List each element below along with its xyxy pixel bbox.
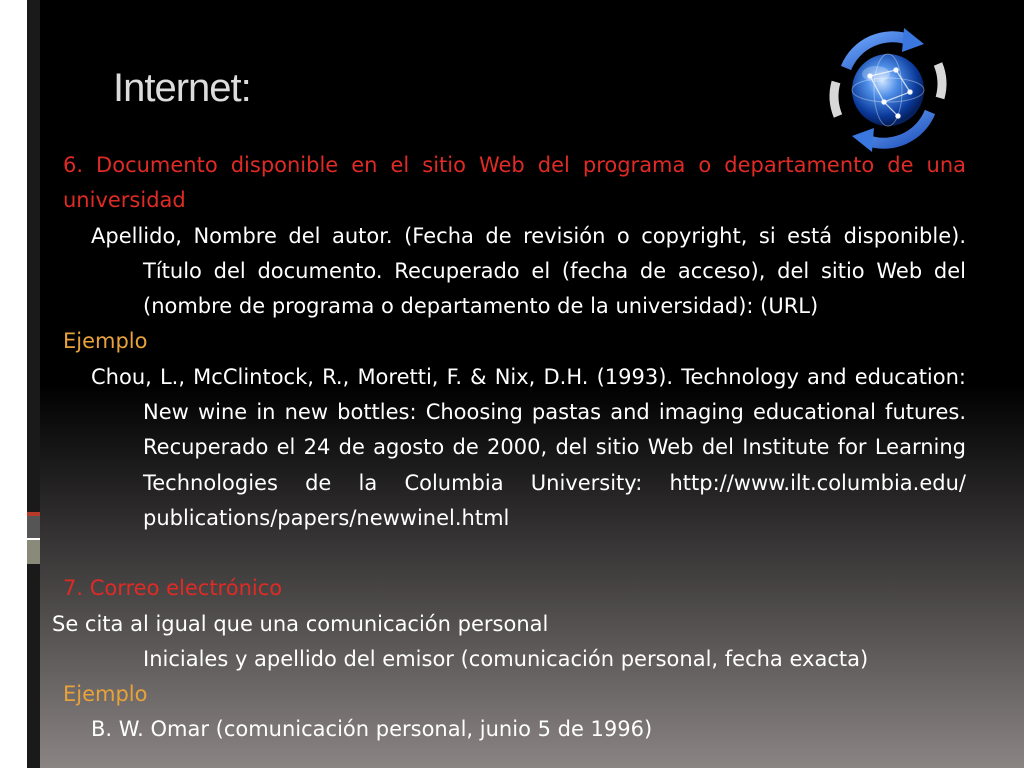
section-6-example-label: Ejemplo	[63, 329, 148, 354]
section-7-format: Iniciales y apellido del emisor (comunicación personal, fecha exacta)	[143, 646, 869, 671]
slide-content	[52, 148, 966, 748]
section-6-heading: 6. Documento disponible en el sitio Web del programa o departamento de una universidad	[63, 153, 966, 213]
slide-title: Internet:	[113, 66, 251, 110]
section-7-example: B. W. Omar (comunicación personal, junio 5 de 1996)	[91, 717, 653, 742]
section-6-format: Apellido, Nombre del autor. (Fecha de revisión o copyright, si está disponible). Título del documento. Recuperado el (fecha de acceso), del sitio Web del (nombre de programa o departamento de la universidad): (URL)	[91, 223, 966, 319]
section-7-example-label: Ejemplo	[63, 682, 148, 707]
section-6-example: Chou, L., McClintock, R., Moretti, F. & Nix, D.H. (1993). Technology and education: New wine in new bottles: Choosing pastas and imaging educational futures. Recuperado el 24 de agosto de 2000, del sitio Web del Institute for Learning Technologies de la Columbia University: http://www.ilt.columbia.edu/ publications/papers/newwinel.html	[91, 364, 966, 530]
globe-refresh-icon	[818, 20, 958, 160]
section-7-intro: Se cita al igual que una comunicación personal	[52, 611, 549, 636]
section-7-heading: 7. Correo electrónico	[63, 576, 283, 601]
left-decoration-bars	[27, 0, 40, 768]
